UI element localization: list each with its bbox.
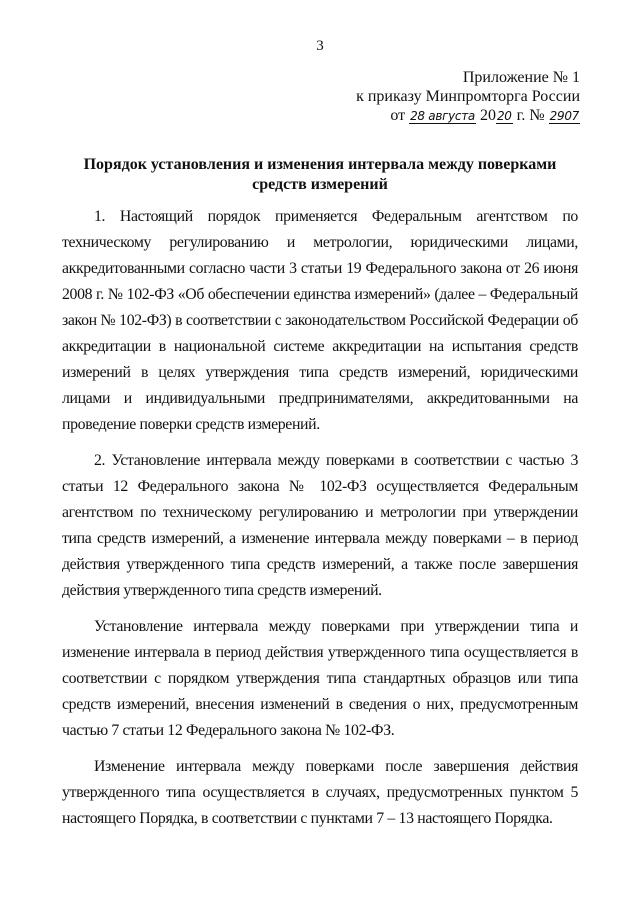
paragraph-2: 2. Установление интервала между поверками в соответствии с частью 3 статьи 12 Федерального закона № 102-ФЗ осуществляется Федеральным агентством по техническому регулированию и метрологии при утверждении типа средств измерений, а изменение интервала между поверками – в период действия утвержденного типа средств измерений, а также после завершения действия утвержденного типа средств измерений. xyxy=(62,452,578,599)
handwritten-order-number: 2907 xyxy=(549,109,579,123)
appendix-header xyxy=(330,68,580,126)
appendix-date-line xyxy=(330,106,580,126)
paragraph-3: Установление интервала между поверками при утверждении типа и изменение интервала в период действия утвержденного типа осуществляется в соответствии с порядком утверждения типа стандартных образцов или типа средств измерений, внесения изменений в сведения о них, предусмотренным частью 7 статьи 12 Федерального закона № 102-ФЗ. xyxy=(62,618,578,739)
paragraph-4: Изменение интервала между поверками после завершения действия утвержденного типа осуществляется в случаях, предусмотренных пунктом 5 настоящего Порядка, в соответствии с пунктами 7 – 13 настоящего Порядка. xyxy=(62,758,578,827)
page-number: 3 xyxy=(316,38,324,54)
appendix-order-reference: к приказу Минпромторга России xyxy=(356,88,580,105)
date-prefix: от xyxy=(390,107,406,124)
title-line-2: средств измерений xyxy=(252,176,388,193)
date-year-label: г. № xyxy=(516,107,545,124)
document-body xyxy=(62,204,578,832)
date-year-prefix: 20 xyxy=(479,107,496,124)
paragraph-1: 1. Настоящий порядок применяется Федеральным агентством по техническому регулированию и метрологии, юридическими лицами, аккредитованными согласно части 3 статьи 19 Федерального закона от 26 июня 2008 г. № 102-ФЗ «Об обеспечении единства измерений» (далее – Федеральный закон № 102-ФЗ) в соответствии с законодательством Российской Федерации об аккредитации в национальной системе аккредитации на испытания средств измерений в целях утверждения типа средств измерений, юридическими лицами и индивидуальными предпринимателями, аккредитованными на проведение поверки средств измерений. xyxy=(62,208,578,433)
document-title xyxy=(62,155,578,195)
appendix-title: Приложение № 1 xyxy=(462,69,580,86)
title-line-1: Порядок установления и изменения интервала между поверками xyxy=(83,156,557,173)
handwritten-date: 28 августа xyxy=(410,109,475,123)
handwritten-year: 20 xyxy=(496,109,512,123)
